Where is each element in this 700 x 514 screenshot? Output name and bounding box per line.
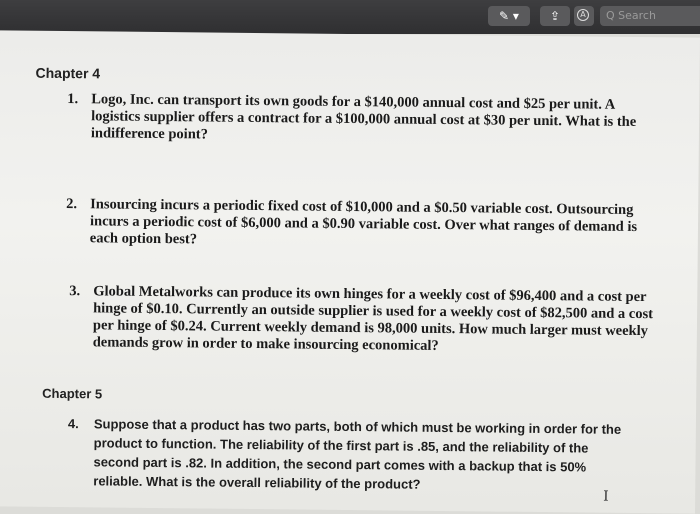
toolbar — [0, 0, 700, 34]
account-button[interactable] — [574, 6, 594, 26]
question-text: Suppose that a product has two parts, both of which must be working in order for the product to function. The reliability of the first part is .85, and the reliability of the second part is .82. In addition, the second part comes with a backup that is 50% reliable. What is the overall reliability of the product? — [93, 416, 622, 492]
question-3 — [69, 283, 654, 357]
chapter-5-heading: Chapter 5 — [42, 385, 103, 402]
text-cursor-icon: I — [603, 488, 609, 505]
pen-tool-button[interactable]: ✎ ▾ — [488, 6, 530, 26]
question-4 — [67, 414, 634, 496]
question-number: 1. — [67, 91, 79, 108]
question-text: Insourcing incurs a periodic fixed cost of $10,000 and a $0.50 variable cost. Outsourcing incurs a periodic cost of $6,000 and a $0.90 variable cost. Over what ranges of demand is each option best? — [89, 196, 638, 248]
question-2 — [66, 196, 661, 253]
question-number: 2. — [66, 196, 78, 213]
search-input[interactable]: Q Search — [600, 6, 700, 26]
share-icon[interactable]: ⇪ — [540, 6, 570, 26]
chapter-4-heading: Chapter 4 — [35, 64, 101, 82]
account-icon: A — [577, 9, 589, 21]
document-page — [0, 30, 700, 513]
question-text: Logo, Inc. can transport its own goods for a $140,000 annual cost and $25 per unit. A logistics supplier offers a contract for a $100,000 annual cost at $30 per unit. What is the indifference point? — [90, 91, 637, 143]
question-1 — [67, 91, 652, 148]
question-text: Global Metalworks can produce its own hinges for a weekly cost of $96,400 and a cost per hinge of $0.10. Currently an outside supplier is used for a weekly cost of $82,500 and a cost per hinge of $0.24. Current weekly demand is 98,000 units. How much larger must weekly demands grow in order to make insourcing economical? — [92, 283, 654, 354]
question-number: 4. — [67, 416, 79, 432]
question-number: 3. — [69, 283, 81, 300]
